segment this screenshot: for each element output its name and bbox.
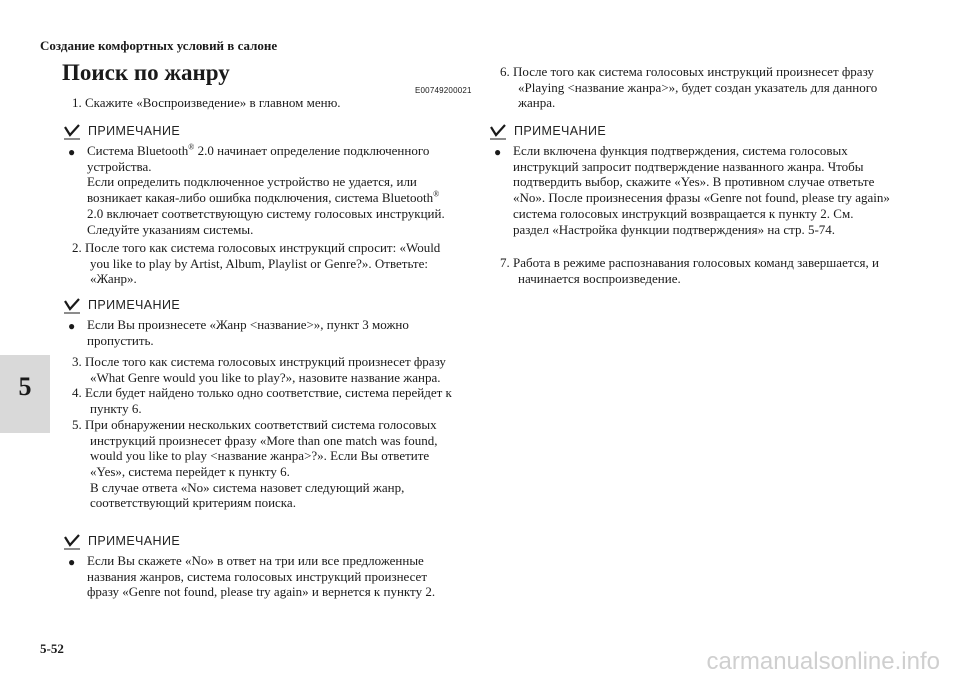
note-label: ПРИМЕЧАНИЕ (88, 298, 181, 312)
step-5: 5. При обнаружении нескольких соответствий система голосовых инструкций произнесет фразу «More than one match was found, would you like to play <название жанра>?». Если Вы ответите «Yes», система перейдет к пункту 6. (72, 416, 438, 479)
note-1 (62, 123, 458, 237)
left-step-2 (72, 240, 458, 287)
step-3: 3. После того как система голосовых инструкций произнесет фразу «What Genre would you like to play?», назовите название жанра. (72, 354, 446, 385)
note-1-text-a: Система Bluetooth (87, 143, 189, 158)
left-step-1 (72, 95, 458, 111)
step-5-continuation: В случае ответа «No» система назовет следующий жанр, соответствующий критериям поиска. (90, 479, 405, 511)
registered-mark: ® (433, 189, 440, 199)
note-3-text: Если Вы скажете «No» в ответ на три или все предложенные названия жанров, система голосовых инструкций произнесет фразу «Genre not found, please try again» и вернется к пункту 2. (87, 553, 436, 600)
page-number: 5-52 (40, 641, 64, 656)
running-header: Создание комфортных условий в салоне (40, 38, 278, 53)
note-1-text-b: 2.0 начинает определение подключенного устройства. (87, 143, 430, 174)
section-title: Поиск по жанру (62, 60, 230, 85)
note-header (62, 533, 458, 553)
note-1-text-c: Если определить подключенное устройство не удается, или возникает какая-либо ошибка подключения, система Bluetooth (87, 174, 434, 206)
note-label: ПРИМЕЧАНИЕ (88, 534, 181, 548)
note-icon (62, 534, 82, 550)
step-7: 7. Работа в режиме распознавания голосовых команд завершается, и начинается воспроизведение. (500, 255, 879, 286)
note-1-text-d: 2.0 включает соответствующую систему голосовых инструкций. Следуйте указаниям системы. (87, 205, 445, 237)
note-label: ПРИМЕЧАНИЕ (88, 124, 181, 138)
note-2-text: Если Вы произнесете «Жанр <название>», пункт 3 можно пропустить. (87, 317, 409, 348)
note-3 (62, 533, 458, 600)
note-header (488, 123, 892, 143)
note-2-bullet (62, 317, 458, 348)
note-4-text: Если включена функция подтверждения, система голосовых инструкций запросит подтверждение названного жанра. Чтобы подтвердить выбор, скажите «Yes». В противном случае ответьте «No». После произнесения фразы «Genre not found, please try again» система голосовых инструкций возвращается к пункту 2. См. раздел «Настройка функции подтверждения» на стр. 5-74. (513, 143, 890, 237)
right-step-7 (500, 255, 892, 286)
step-2: 2. После того как система голосовых инструкций спросит: «Would you like to play by Artist, Album, Playlist or Genre?». Ответьте: «Жанр». (72, 240, 441, 287)
bullet-dot-icon: ● (68, 319, 76, 333)
left-steps-3-5 (72, 354, 458, 511)
bullet-dot-icon: ● (494, 145, 502, 159)
note-icon (62, 298, 82, 314)
bullet-dot-icon: ● (68, 555, 76, 569)
note-4-bullet (488, 143, 892, 237)
note-1-bullet (62, 143, 458, 237)
bullet-dot-icon: ● (68, 145, 76, 159)
right-step-6 (500, 64, 892, 111)
note-2 (62, 297, 458, 348)
note-header (62, 297, 458, 317)
step-6: 6. После того как система голосовых инструкций произнесет фразу «Playing <название жанра>», будет создан указатель для данного жанра. (500, 64, 878, 111)
note-icon (488, 124, 508, 140)
note-icon (62, 124, 82, 140)
section-code: E00749200021 (415, 86, 472, 95)
step-1: 1. Скажите «Воспроизведение» в главном меню. (72, 95, 341, 110)
step-4: 4. Если будет найдено только одно соответствие, система перейдет к пункту 6. (72, 385, 452, 417)
note-3-bullet (62, 553, 458, 600)
note-4 (488, 123, 892, 237)
note-header (62, 123, 458, 143)
note-label: ПРИМЕЧАНИЕ (514, 124, 607, 138)
registered-mark: ® (188, 142, 195, 152)
chapter-tab-number: 5 (18, 372, 32, 401)
watermark: carmanualsonline.info (706, 648, 940, 675)
